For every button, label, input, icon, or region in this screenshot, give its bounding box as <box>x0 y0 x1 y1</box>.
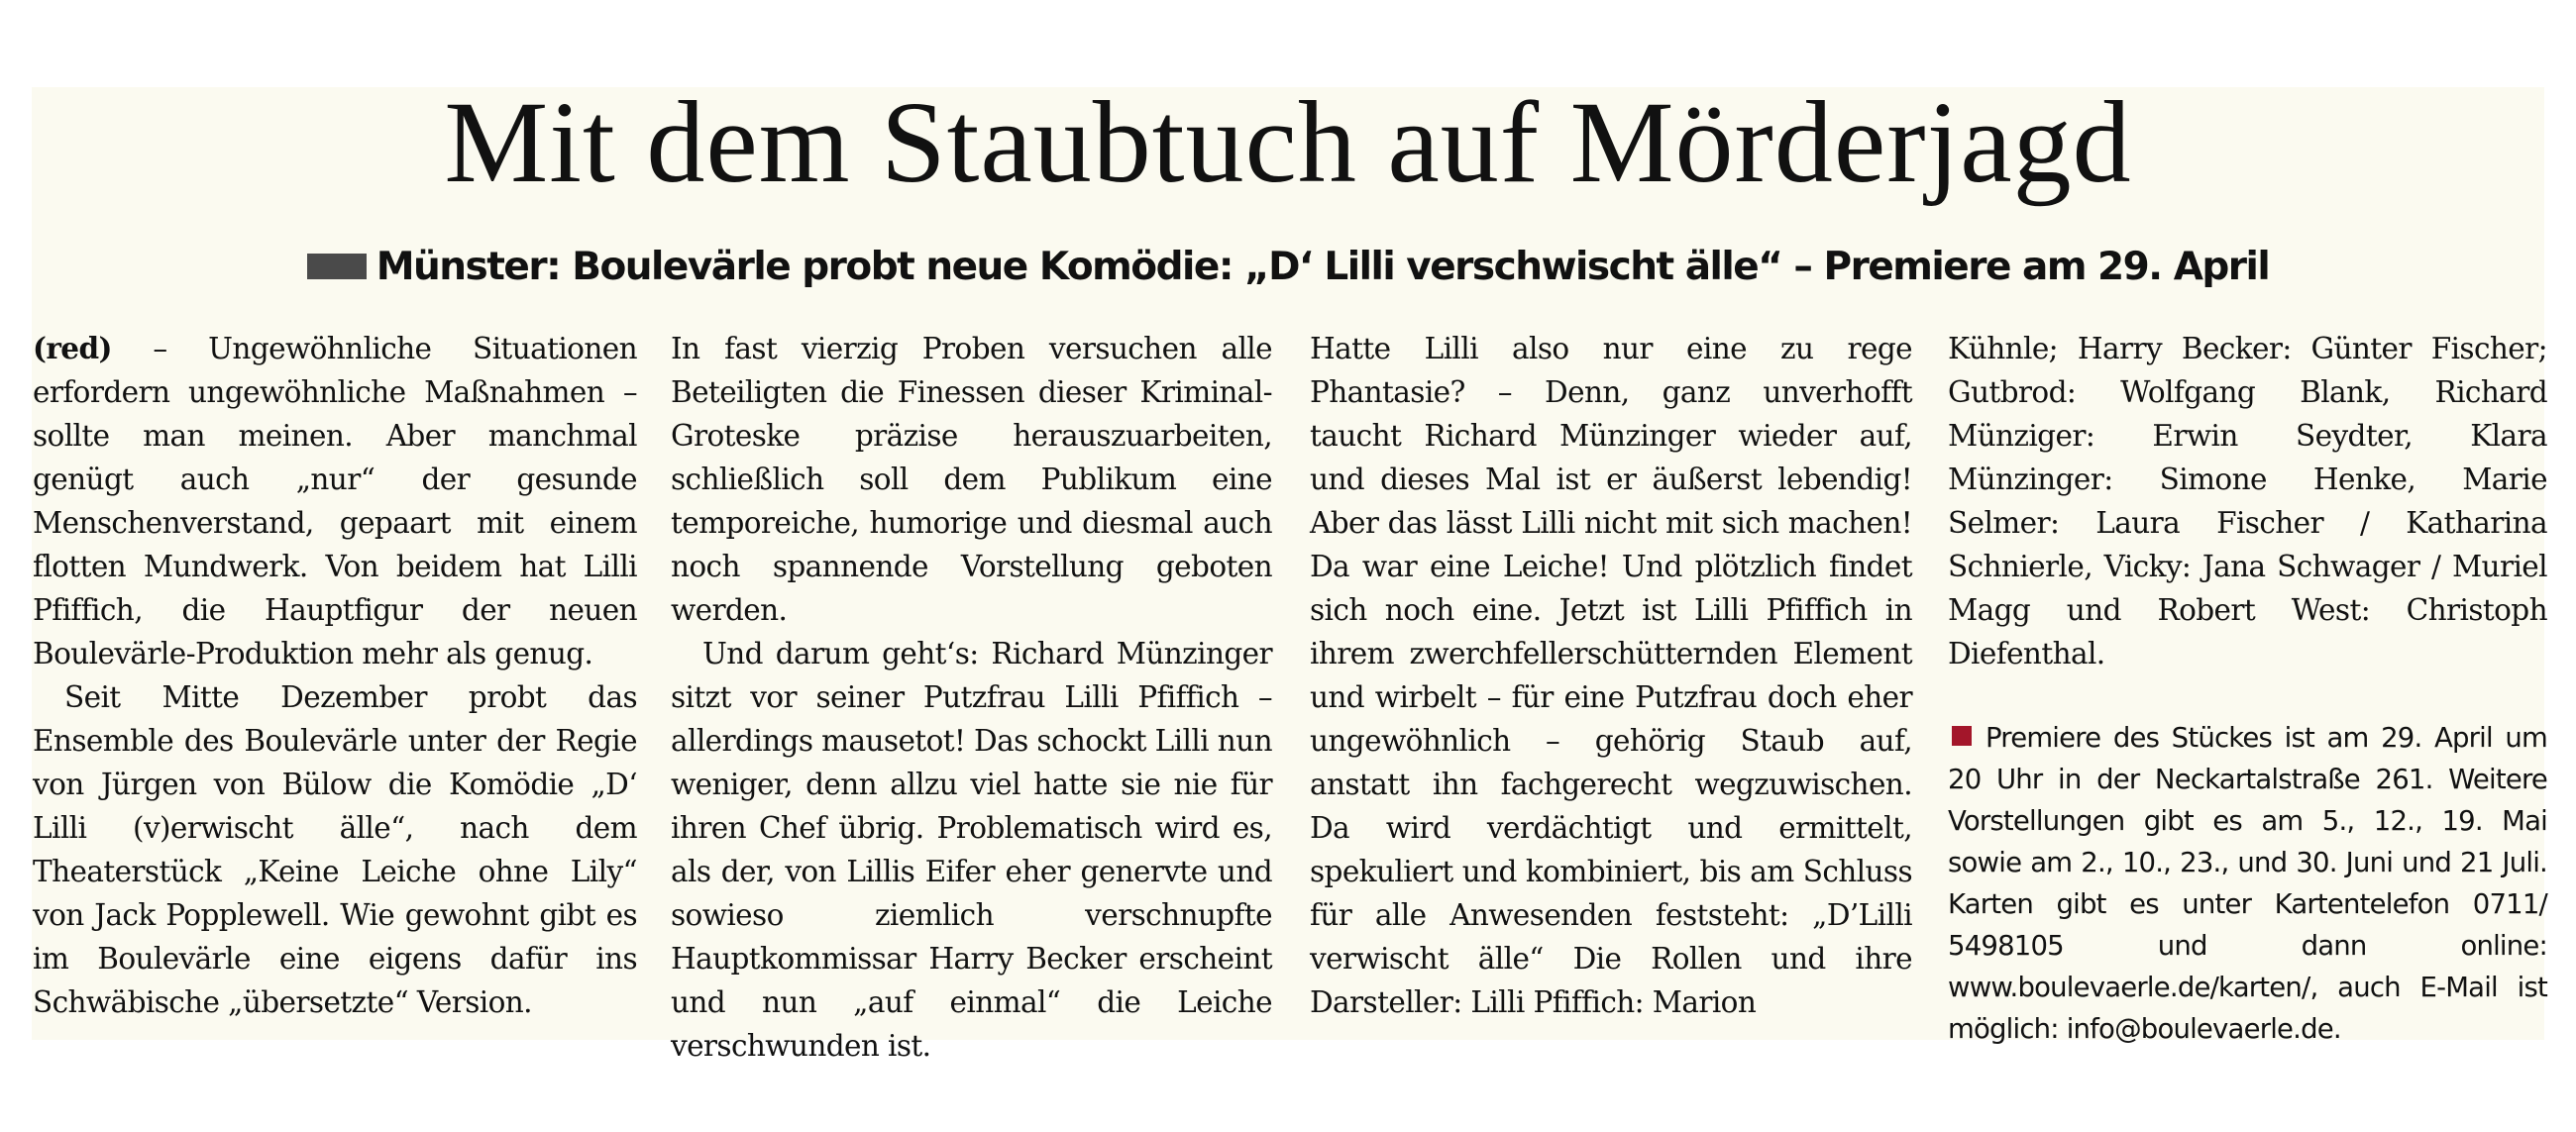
article-headline: Mit dem Staubtuch auf Mörderjagd <box>444 77 2132 207</box>
paragraph-1-text: – Ungewöhnliche Situationen erfordern ungewöhnliche Maßnahmen – sollte man meinen. Aber manchmal genügt auch „nur“ der gesunde Menschenverstand, gepaart mit einem flotten Mundwerk. Von beidem hat Lilli Pfiffich, die Hauptfigur der neuen Boulevärle-Produktion mehr als genug. <box>33 332 637 670</box>
paragraph-2: Seit Mitte Dezember probt das Ensemble des Boulevärle unter der Regie von Jürgen von Bülow die Komödie „D‘ Lilli (v)erwischt älle“, nach dem Theaterstück „Keine Leiche ohne Lily“ von Jack Popplewell. Wie gewohnt gibt es im Boulevärle eine eigens dafür ins Schwäbische „übersetzte“ Version. <box>33 680 637 1019</box>
info-square-icon <box>1952 726 1972 746</box>
column-1 <box>33 327 637 1024</box>
subheadline-text: Münster: Boulevärle probt neue Komödie: „D‘ Lilli verschwischt älle“ – Premiere am 29. April <box>376 245 2270 289</box>
article-subheadline <box>0 238 2576 297</box>
subheadline-bar <box>307 254 367 279</box>
paragraph-3: In fast vierzig Proben versuchen alle Beteiligten die Finessen dieser Kriminal-Groteske präzise herauszuarbeiten, schließlich soll dem Publikum eine temporeiche, humorige und diesmal auch noch spannende Vorstellung geboten werden. <box>671 332 1272 627</box>
info-box-text: Premiere des Stückes ist am 29. April um 20 Uhr in der Neckartalstraße 261. Weitere Vorstellungen gibt es am 5., 12., 19. Mai sowie am 2., 10., 23., und 30. Juni und 21 Juli. Karten gibt es unter Kartentelefon 0711/ 5498105 und dann online: www.boulevaerle.de/karten/, auch E-Mail ist möglich: info@boulevaerle.de. <box>1948 722 2547 1045</box>
article-kicker: (red) <box>33 331 112 365</box>
column-4 <box>1948 327 2547 1050</box>
column-2 <box>671 327 1272 1068</box>
paragraph-1 <box>33 327 637 675</box>
column-3 <box>1310 327 1912 1024</box>
info-box <box>1948 717 2547 1050</box>
paragraph-4: Und darum geht‘s: Richard Münzinger sitzt vor seiner Putzfrau Lilli Pfiffich – allerdings mausetot! Das schockt Lilli nun weniger, denn allzu viel hatte sie nie für ihren Chef übrig. Problematisch wird es, als der, von Lillis Eifer eher genervte und sowieso ziemlich verschnupfte Hauptkommissar Harry Becker erscheint und nun „auf einmal“ die Leiche verschwunden ist. <box>671 637 1272 1063</box>
paragraph-5: Hatte Lilli also nur eine zu rege Phantasie? – Denn, ganz unverhofft taucht Richard Münzinger wieder auf, und dieses Mal ist er äußerst lebendig! Aber das lässt Lilli nicht mit sich machen! Da war eine Leiche! Und plötzlich findet sich noch eine. Jetzt ist Lilli Pfiffich in ihrem zwerchfellerschütternden Element und wirbelt – für eine Putzfrau doch eher ungewöhnlich – gehörig Staub auf, anstatt ihn fachgerecht wegzuwischen. Da wird verdächtigt und ermittelt, spekuliert und kombiniert, bis am Schluss für alle Anwesenden feststeht: „D’Lilli verwischt älle“ Die Rollen und ihre Darsteller: Lilli Pfiffich: Marion <box>1310 332 1912 1019</box>
paragraph-6: Kühnle; Harry Becker: Günter Fischer; Gutbrod: Wolfgang Blank, Richard Münziger: Erwin Seydter, Klara Münzinger: Simone Henke, Marie Selmer: Laura Fischer / Katharina Schnierle, Vicky: Jana Schwager / Muriel Magg und Robert West: Christoph Diefenthal. <box>1948 332 2547 670</box>
